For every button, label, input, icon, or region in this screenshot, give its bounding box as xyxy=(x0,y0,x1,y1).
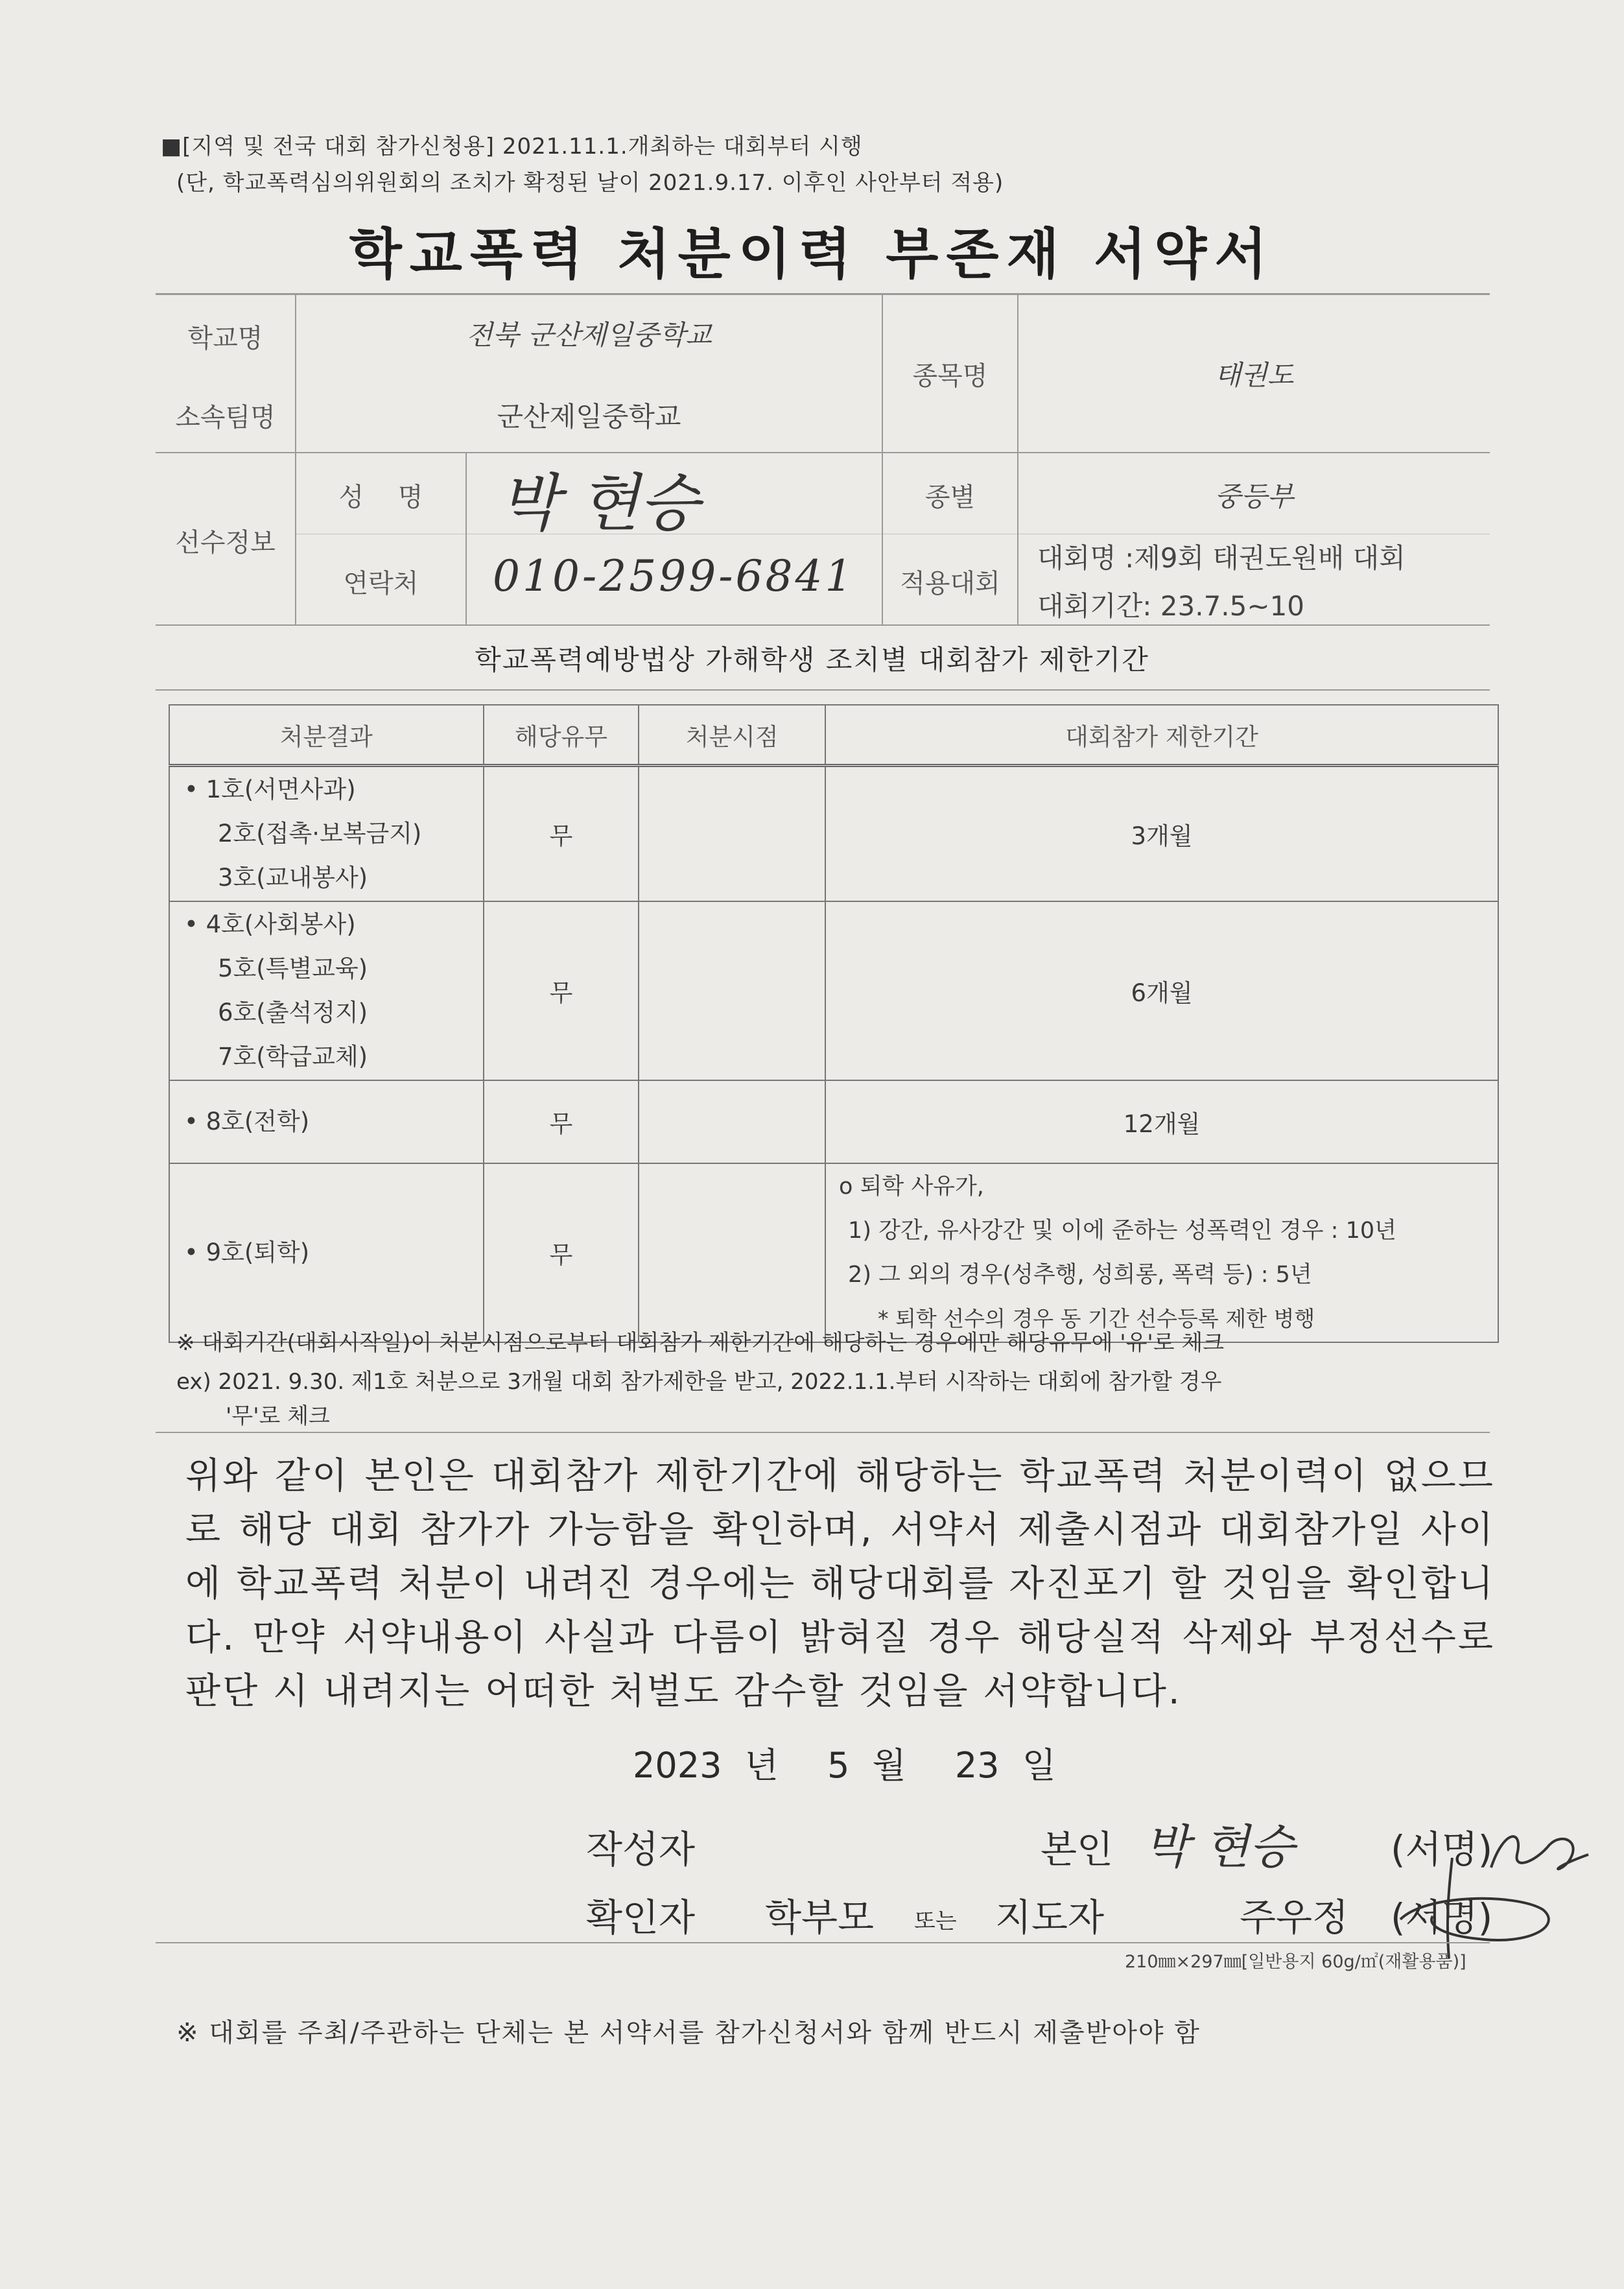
applicable-value: 무 xyxy=(484,1080,639,1163)
expulsion-note: 1) 강간, 유사강간 및 이에 준하는 성폭력인 경우 : 10년 xyxy=(848,1218,1396,1244)
header-condition: (단, 학교폭력심의위원회의 조치가 확정된 날이 2021.9.17. 이후인 사안부터 적용) xyxy=(176,170,1004,196)
author-label: 작성자 xyxy=(586,1827,696,1871)
applicable-value: 무 xyxy=(484,901,639,1080)
disposition-item: • 8호(전학) xyxy=(184,1108,310,1135)
competition-name: 대회명 :제9회 태권도원배 대회 xyxy=(1037,542,1406,574)
date-month: 5 xyxy=(827,1745,850,1786)
event-label: 종목명 xyxy=(912,361,988,391)
disposition-item: • 4호(사회봉사) xyxy=(184,910,356,938)
footnote-check-rule: ※ 대회기간(대회시작일)이 처분시점으로부터 대회참가 제한기간에 해당하는 경우에만 해당유무에 '유'로 체크 xyxy=(176,1330,1225,1356)
expulsion-note: * 퇴학 선수의 경우 동 기간 선수등록 제한 병행 xyxy=(878,1306,1315,1331)
disposition-item: • 9호(퇴학) xyxy=(184,1239,310,1266)
disposition-table xyxy=(169,704,1499,1343)
info-col-divider-2 xyxy=(465,452,467,624)
footnote-example-check: '무'로 체크 xyxy=(226,1403,330,1429)
or-label: 또는 xyxy=(914,1908,957,1934)
pledge-date xyxy=(633,1738,1056,1788)
confirmer-sign-mark: (서명) xyxy=(1391,1895,1493,1939)
competition-period: 대회기간: 23.7.5~10 xyxy=(1037,590,1305,622)
parent-label: 학부모 xyxy=(765,1895,875,1939)
contact-label: 연락처 xyxy=(343,569,419,599)
team-value: 군산제일중학교 xyxy=(497,401,681,433)
header-notice: ■[지역 및 전국 대회 참가신청용] 2021.11.1.개최하는 대회부터 시행 xyxy=(161,134,863,160)
date-day-unit: 일 xyxy=(1022,1745,1056,1786)
date-month-unit: 월 xyxy=(872,1745,906,1786)
disposition-date xyxy=(639,1163,825,1342)
date-year: 2023 xyxy=(633,1745,722,1786)
name-handwritten: 박 현승 xyxy=(499,467,700,540)
self-label: 본인 xyxy=(1041,1827,1114,1871)
info-row-divider xyxy=(156,452,1490,453)
expulsion-note: o 퇴학 사유가, xyxy=(839,1174,984,1200)
division-label: 종별 xyxy=(924,482,976,512)
player-info-label: 선수정보 xyxy=(175,528,276,558)
disposition-item: • 1호(서면사과) xyxy=(184,776,356,803)
info-col-divider-4 xyxy=(1017,293,1018,624)
table-row xyxy=(169,901,1498,1080)
disposition-date xyxy=(639,766,825,902)
col-header-date: 처분시점 xyxy=(639,705,825,766)
paper-spec: 210㎜×297㎜[일반용지 60g/㎡(재활용품)] xyxy=(1125,1952,1466,1972)
applicable-value: 무 xyxy=(484,766,639,902)
disposition-date xyxy=(639,901,825,1080)
disposition-item: 7호(학급교체) xyxy=(218,1043,368,1071)
disposition-category xyxy=(169,901,484,1080)
col-header-applicable: 해당유무 xyxy=(484,705,639,766)
disposition-item: 2호(접촉·보복금지) xyxy=(218,820,422,848)
restriction-period: 12개월 xyxy=(825,1080,1498,1163)
disposition-item: 6호(출석정지) xyxy=(218,999,368,1026)
col-header-period: 대회참가 제한기간 xyxy=(825,705,1498,766)
disposition-date xyxy=(639,1080,825,1163)
expulsion-note: 2) 그 외의 경우(성추행, 성희롱, 폭력 등) : 5년 xyxy=(848,1262,1312,1288)
table-header-row xyxy=(169,705,1498,766)
expulsion-period-notes xyxy=(825,1163,1498,1342)
confirmer-name: 주우정 xyxy=(1240,1895,1349,1939)
disposition-category xyxy=(169,1080,484,1163)
footnote-example: ex) 2021. 9.30. 제1호 처분으로 3개월 대회 참가제한을 받고, 2022.1.1.부터 시작하는 대회에 참가할 경우 xyxy=(176,1369,1222,1395)
school-label: 학교명 xyxy=(187,324,263,353)
contact-handwritten: 010-2599-6841 xyxy=(493,551,855,601)
signature-divider xyxy=(156,1942,1490,1943)
date-year-unit: 년 xyxy=(744,1745,779,1786)
info-top-border xyxy=(156,293,1490,295)
division-value: 중등부 xyxy=(1214,480,1294,512)
restriction-period: 3개월 xyxy=(825,766,1498,902)
submission-notice: ※ 대회를 주최/주관하는 단체는 본 서약서를 참가신청서와 함께 반드시 제출받아야 함 xyxy=(176,2018,1201,2048)
disposition-item: 3호(교내봉사) xyxy=(218,864,368,892)
confirmer-label: 확인자 xyxy=(586,1895,696,1939)
team-label: 소속팀명 xyxy=(175,403,276,433)
restriction-period: 6개월 xyxy=(825,901,1498,1080)
table-row xyxy=(169,766,1498,902)
self-sign-mark: (서명) xyxy=(1391,1827,1493,1871)
col-header-result: 처분결과 xyxy=(169,705,484,766)
date-day: 23 xyxy=(954,1745,1000,1786)
info-bottom-border xyxy=(156,624,1490,626)
name-label: 성 명 xyxy=(338,482,423,512)
restriction-divider xyxy=(156,689,1490,691)
restriction-title: 학교폭력예방법상 가해학생 조치별 대회참가 제한기간 xyxy=(475,644,1149,676)
applied-competition-label: 적용대회 xyxy=(900,569,1000,599)
disposition-category xyxy=(169,1163,484,1342)
applicable-value: 무 xyxy=(484,1163,639,1342)
footnote-divider xyxy=(156,1432,1490,1433)
table-row xyxy=(169,1163,1498,1342)
event-value: 태권도 xyxy=(1214,359,1294,391)
coach-label: 지도자 xyxy=(995,1895,1105,1939)
table-row xyxy=(169,1080,1498,1163)
disposition-item: 5호(특별교육) xyxy=(218,955,368,982)
self-signature-name: 박 현승 xyxy=(1144,1820,1295,1874)
disposition-category xyxy=(169,766,484,902)
school-value: 전북 군산제일중학교 xyxy=(466,319,712,351)
pledge-text: 위와 같이 본인은 대회참가 제한기간에 해당하는 학교폭력 처분이력이 없으므로 해당 대회 참가가 가능함을 확인하며, 서약서 제출시점과 대회참가일 사이에 학교폭력 처분이 내려진 경우에는 해당대회를 자진포기 할 것임을 확인합니다. 만약 서약내용이 사실과 다름이 밝혀질 경우 해당실적 삭제와 부정선수로 판단 시 내려지는 어떠한 처벌도 감수할 것임을 서약합니다. xyxy=(185,1455,1495,1713)
document-title: 학교폭력 처분이력 부존재 서약서 xyxy=(349,222,1275,286)
